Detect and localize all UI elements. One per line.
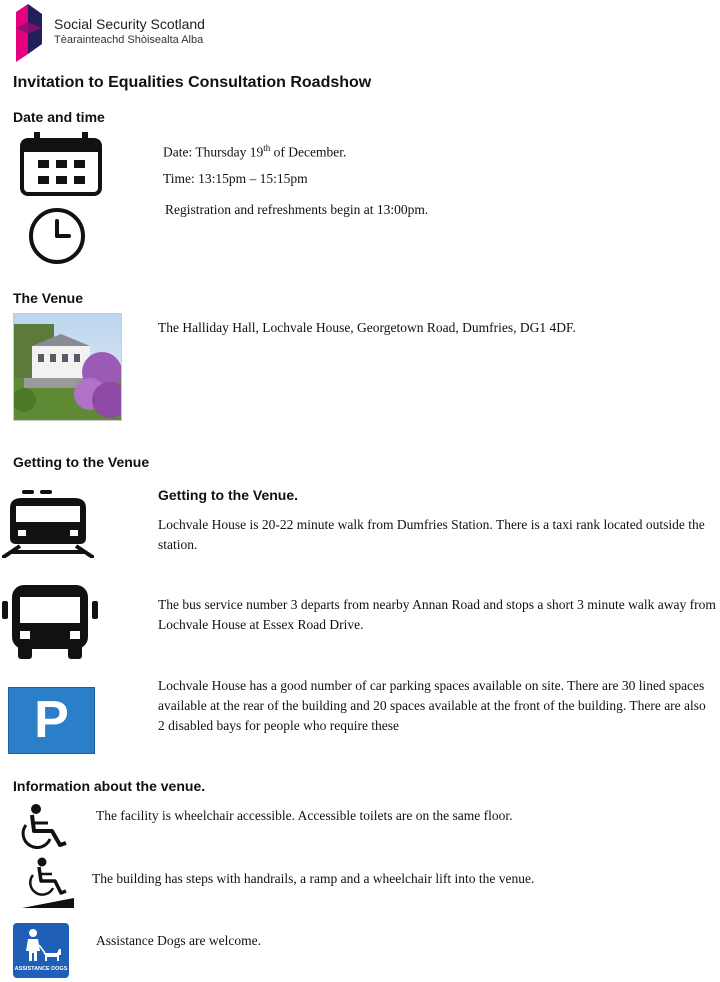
person-with-dog-icon — [13, 925, 69, 965]
logo-name: Social Security Scotland — [54, 16, 205, 32]
train-text: Lochvale House is 20-22 minute walk from Dumfries Station. There is a taxi rank located outside the station. — [158, 517, 705, 552]
time-line: Time: 13:15pm – 15:15pm — [163, 171, 308, 186]
getting-heading: Getting to the Venue — [13, 454, 150, 470]
venue-photo — [13, 313, 122, 421]
page-title: Invitation to Equalities Consultation Roadshow — [13, 74, 372, 91]
clock-icon — [18, 205, 98, 265]
venue-heading: The Venue — [13, 290, 84, 306]
date-time-heading: Date and time — [13, 109, 105, 125]
date-line — [163, 138, 346, 163]
steps-text: The building has steps with handrails, a ramp and a wheelchair lift into the venue. — [92, 871, 535, 886]
calendar-icon — [18, 132, 104, 196]
wheelchair-icon — [12, 803, 78, 849]
getting-subheading: Getting to the Venue. — [158, 487, 299, 503]
bus-icon — [2, 585, 98, 659]
info-heading: Information about the venue. — [13, 778, 206, 794]
wheelchair-text: The facility is wheelchair accessible. Accessible toilets are on the same floor. — [96, 808, 513, 823]
logo-subtitle: Tèarainteachd Shòisealta Alba — [54, 34, 204, 46]
date-prefix: Date: Thursday 19 — [163, 144, 264, 160]
assistance-dog-icon — [13, 923, 69, 978]
train-icon — [2, 490, 94, 558]
venue-address: The Halliday Hall, Lochvale House, Georgetown Road, Dumfries, DG1 4DF. — [158, 320, 576, 335]
dogs-text: Assistance Dogs are welcome. — [96, 933, 261, 948]
ramp-wheelchair-icon — [22, 856, 74, 910]
logo-mark-icon — [14, 4, 46, 62]
bus-text: The bus service number 3 departs from nearby Annan Road and stops a short 3 minute walk away from Lochvale House at Essex Road Drive. — [158, 597, 716, 632]
assistance-dogs-label: ASSISTANCE DOGS — [14, 966, 68, 972]
parking-letter: P — [34, 691, 69, 749]
date-ordinal: th — [263, 143, 271, 153]
parking-text: Lochvale House has a good number of car parking spaces available on site. There are 30 lined spaces available at the rear of the building and 20 spaces available at the front of the building. There are also 2 disabled bays for people who require these — [158, 678, 706, 733]
parking-icon — [8, 687, 95, 754]
date-suffix: of December. — [270, 144, 347, 160]
logo — [14, 4, 214, 62]
registration-line: Registration and refreshments begin at 13:00pm. — [165, 202, 429, 217]
